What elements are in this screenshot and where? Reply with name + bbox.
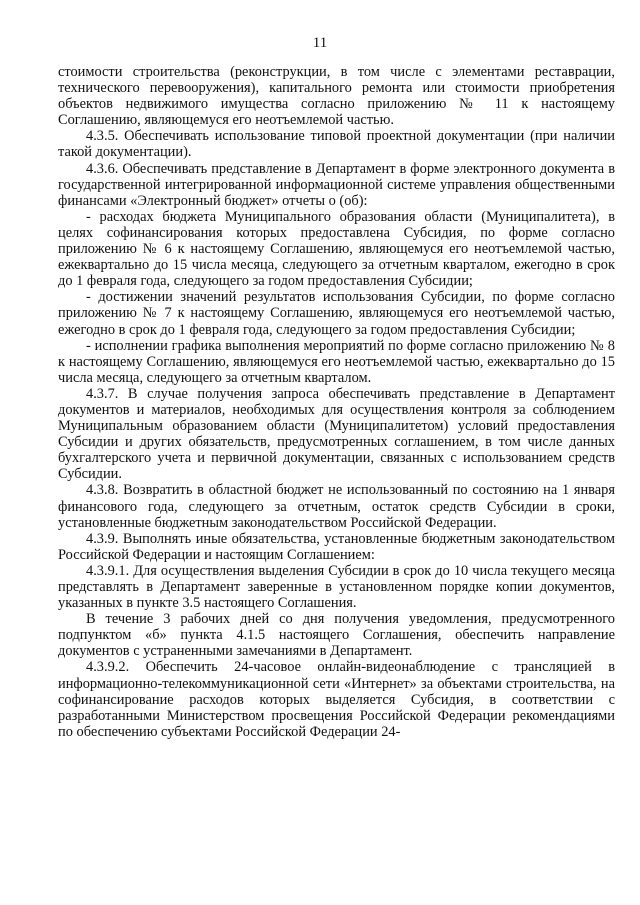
paragraph: стоимости строительства (реконструкции, в том числе с элементами реставрации, технического перевооружения), капитального ремонта или стоимости приобретения объектов недвижимого имущества согласно приложению № 11 к настоящему Соглашению, являющемуся его неотъемлемой частью. (58, 64, 615, 129)
paragraph: 4.3.6. Обеспечивать представление в Департамент в форме электронного документа в государственной интегрированной информационной системе управления общественными финансами «Электронный бюджет» отчеты о (об): (58, 160, 615, 209)
paragraph: В течение 3 рабочих дней со дня получения уведомления, предусмотренного подпунктом «б» пункта 4.1.5 настоящего Соглашения, обеспечить направление документов с устраненными замечаниями в Департамент. (58, 611, 615, 660)
paragraph: 4.3.9.2. Обеспечить 24-часовое онлайн-видеонаблюдение с трансляцией в информационно-телекоммуникационной сети «Интернет» за объектами строительства, на софинансирование расходов которых выделяется Субсидия, в соответствии с разработанными Министерством просвещения Российской Федерации рекомендациями по обеспечению субъектами Российской Федерации 24- (58, 659, 615, 740)
paragraph: 4.3.5. Обеспечивать использование типовой проектной документации (при наличии такой документации). (58, 128, 615, 161)
page-number: 11 (312, 35, 328, 51)
paragraph: - достижении значений результатов использования Субсидии, по форме согласно приложению № 7 к настоящему Соглашению, являющемуся его неотъемлемой частью, ежегодно в срок до 1 февраля года, следующего за годом предоставления Субсидии; (58, 289, 615, 338)
paragraph: - исполнении графика выполнения мероприятий по форме согласно приложению № 8 к настоящему Соглашению, являющемуся его неотъемлемой частью, ежеквартально до 15 числа месяца, следующего за отчетным кварталом. (58, 337, 615, 386)
document-body (58, 64, 615, 740)
paragraph: 4.3.7. В случае получения запроса обеспечивать представление в Департамент документов и материалов, необходимых для осуществления контроля за соблюдением Муниципальным образованием области (Муниципалитетом) условий предоставления Субсидии и других обязательств, предусмотренных соглашением, в том числе данных бухгалтерского учета и первичной документации, связанных с использованием средств Субсидии. (58, 385, 615, 483)
paragraph: - расходах бюджета Муниципального образования области (Муниципалитета), в целях софинансирования которых предоставлена Субсидия, по форме согласно приложению № 6 к настоящему Соглашению, являющемуся его неотъемлемой частью, ежеквартально до 15 числа месяца, следующего за отчетным кварталом, ежегодно в срок до 1 февраля года, следующего за годом предоставления Субсидии; (58, 208, 615, 290)
paragraph: 4.3.9.1. Для осуществления выделения Субсидии в срок до 10 числа текущего месяца представлять в Департамент заверенные в установленном порядке копии документов, указанных в пункте 3.5 настоящего Соглашения. (58, 562, 615, 612)
paragraph: 4.3.9. Выполнять иные обязательства, установленные бюджетным законодательством Российской Федерации и настоящим Соглашением: (58, 530, 615, 563)
paragraph: 4.3.8. Возвратить в областной бюджет не использованный по состоянию на 1 января финансового года, следующего за отчетным, остаток средств Субсидии в сроки, установленные бюджетным законодательством Российской Федерации. (58, 482, 615, 531)
